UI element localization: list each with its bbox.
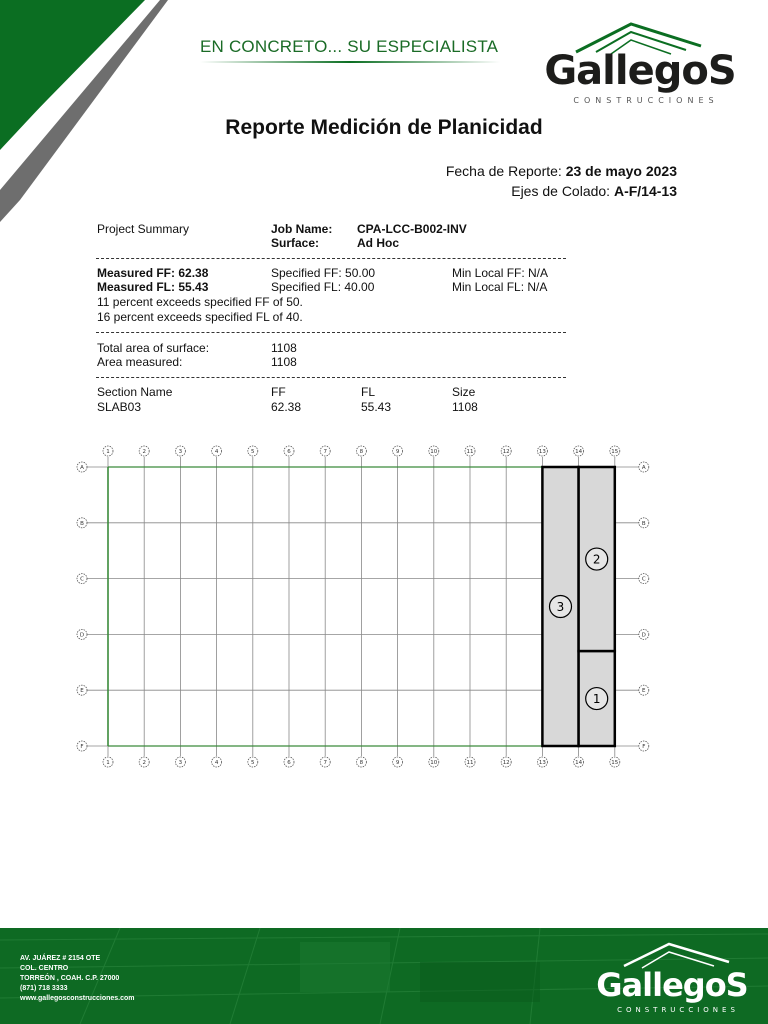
- area-measured-value: 1108: [271, 355, 297, 369]
- specified-fl: Specified FL: 40.00: [271, 280, 375, 294]
- exceeds-fl-note: 16 percent exceeds specified FL of 40.: [97, 310, 303, 324]
- section-header-size: Size: [452, 385, 476, 399]
- row-C-left-label: C: [80, 576, 84, 583]
- exceeds-ff-note: 11 percent exceeds specified FF of 50.: [97, 295, 303, 309]
- column-9-top-label: 9: [395, 449, 400, 455]
- column-7-bottom-label: 7: [323, 760, 327, 766]
- column-12-top-label: 12: [502, 449, 510, 455]
- tagline: EN CONCRETO... SU ESPECIALISTA: [200, 37, 499, 56]
- row-E-right-label: E: [642, 688, 646, 695]
- zone-2-number: 2: [592, 552, 601, 567]
- floor-plan-grid: [70, 438, 670, 778]
- row-A-right-label: A: [641, 465, 646, 471]
- footer-website[interactable]: www.gallegosconstrucciones.com: [20, 995, 135, 1002]
- row-C-right-label: C: [641, 576, 646, 583]
- column-8-bottom-label: 8: [359, 760, 364, 766]
- footer-address-line1: AV. JUÁREZ # 2154 OTE: [20, 955, 101, 962]
- job-name-value: CPA-LCC-B002-INV: [357, 222, 467, 236]
- column-15-top-label: 15: [611, 449, 619, 455]
- zone-1-number: 1: [592, 692, 601, 707]
- section-header-fl: FL: [361, 385, 376, 399]
- report-title: Reporte Medición de Planicidad: [225, 116, 543, 139]
- column-5-top-label: 5: [251, 449, 255, 455]
- surface-label: Surface:: [271, 236, 320, 250]
- area-measured-label: Area measured:: [97, 355, 183, 369]
- column-9-bottom-label: 9: [395, 760, 400, 766]
- min-local-ff: Min Local FF: N/A: [452, 266, 549, 280]
- row-F-right-label: F: [642, 744, 646, 750]
- column-2-top-label: 2: [142, 449, 146, 455]
- footer-company-logo: [594, 940, 754, 1020]
- min-local-fl: Min Local FL: N/A: [452, 280, 548, 294]
- column-3-bottom-label: 3: [178, 760, 183, 766]
- project-summary-label: Project Summary: [97, 222, 190, 236]
- specified-ff: Specified FF: 50.00: [271, 266, 376, 280]
- svg-text:CONSTRUCCIONES: CONSTRUCCIONES: [573, 96, 719, 105]
- column-12-bottom-label: 12: [502, 760, 510, 766]
- svg-text:CONSTRUCCIONES: CONSTRUCCIONES: [617, 1006, 739, 1014]
- column-10-top-label: 10: [430, 449, 438, 455]
- report-date-value: 23 de mayo 2023: [565, 163, 677, 179]
- column-13-bottom-label: 13: [538, 760, 546, 766]
- footer: [0, 928, 768, 1024]
- zone-3-number: 3: [556, 600, 565, 614]
- row-B-right-label: B: [641, 520, 646, 527]
- row-B-left-label: B: [80, 520, 84, 527]
- surface-value: Ad Hoc: [357, 236, 399, 250]
- report-date-label: Fecha de Reporte:: [445, 163, 566, 179]
- section-row-ff: 62.38: [271, 400, 302, 414]
- column-6-bottom-label: 6: [287, 760, 291, 766]
- row-E-left-label: E: [80, 688, 84, 695]
- company-logo: [536, 18, 746, 108]
- section-row-fl: 55.43: [361, 400, 392, 414]
- total-area-label: Total area of surface:: [97, 341, 210, 355]
- column-7-top-label: 7: [323, 449, 327, 455]
- section-row-name: SLAB03: [97, 400, 142, 414]
- column-10-bottom-label: 10: [430, 760, 438, 766]
- column-4-top-label: 4: [214, 449, 219, 455]
- total-area-value: 1108: [271, 341, 297, 355]
- svg-text:GallegoS: GallegoS: [544, 48, 736, 94]
- column-14-bottom-label: 14: [575, 760, 583, 766]
- column-15-bottom-label: 15: [611, 760, 619, 766]
- report-date: [446, 163, 677, 179]
- column-1-top-label: 1: [106, 449, 110, 455]
- footer-address-line3: TORREÓN , COAH. C.P. 27000: [20, 975, 120, 982]
- column-2-bottom-label: 2: [142, 760, 146, 766]
- row-D-left-label: D: [79, 632, 85, 639]
- footer-address-line2: COL. CENTRO: [20, 965, 69, 972]
- divider: [96, 332, 566, 333]
- column-11-bottom-label: 11: [466, 760, 474, 766]
- job-name-label: Job Name:: [271, 222, 333, 236]
- casting-axes-label: Ejes de Colado:: [511, 183, 614, 199]
- column-14-top-label: 14: [575, 449, 583, 455]
- row-F-left-label: F: [80, 744, 84, 750]
- row-A-left-label: A: [80, 465, 84, 471]
- section-row-size: 1108: [452, 400, 478, 414]
- measured-fl: Measured FL: 55.43: [97, 280, 209, 294]
- tagline-underline: [200, 60, 500, 64]
- casting-axes-value: A-F/14-13: [613, 183, 677, 199]
- divider: [96, 377, 566, 378]
- measured-ff: Measured FF: 62.38: [97, 266, 209, 280]
- column-4-bottom-label: 4: [214, 760, 219, 766]
- divider: [96, 258, 566, 259]
- row-D-right-label: D: [641, 632, 646, 639]
- svg-text:GallegoS: GallegoS: [596, 966, 748, 1004]
- casting-axes: [511, 183, 677, 199]
- section-header-name: Section Name: [97, 385, 173, 399]
- column-8-top-label: 8: [359, 449, 364, 455]
- column-13-top-label: 13: [538, 449, 546, 455]
- section-header-ff: FF: [271, 385, 286, 399]
- column-5-bottom-label: 5: [251, 760, 255, 766]
- footer-phone: (871) 718 3333: [20, 985, 68, 992]
- column-3-top-label: 3: [178, 449, 183, 455]
- column-6-top-label: 6: [287, 449, 291, 455]
- column-1-bottom-label: 1: [106, 760, 110, 766]
- column-11-top-label: 11: [466, 449, 474, 455]
